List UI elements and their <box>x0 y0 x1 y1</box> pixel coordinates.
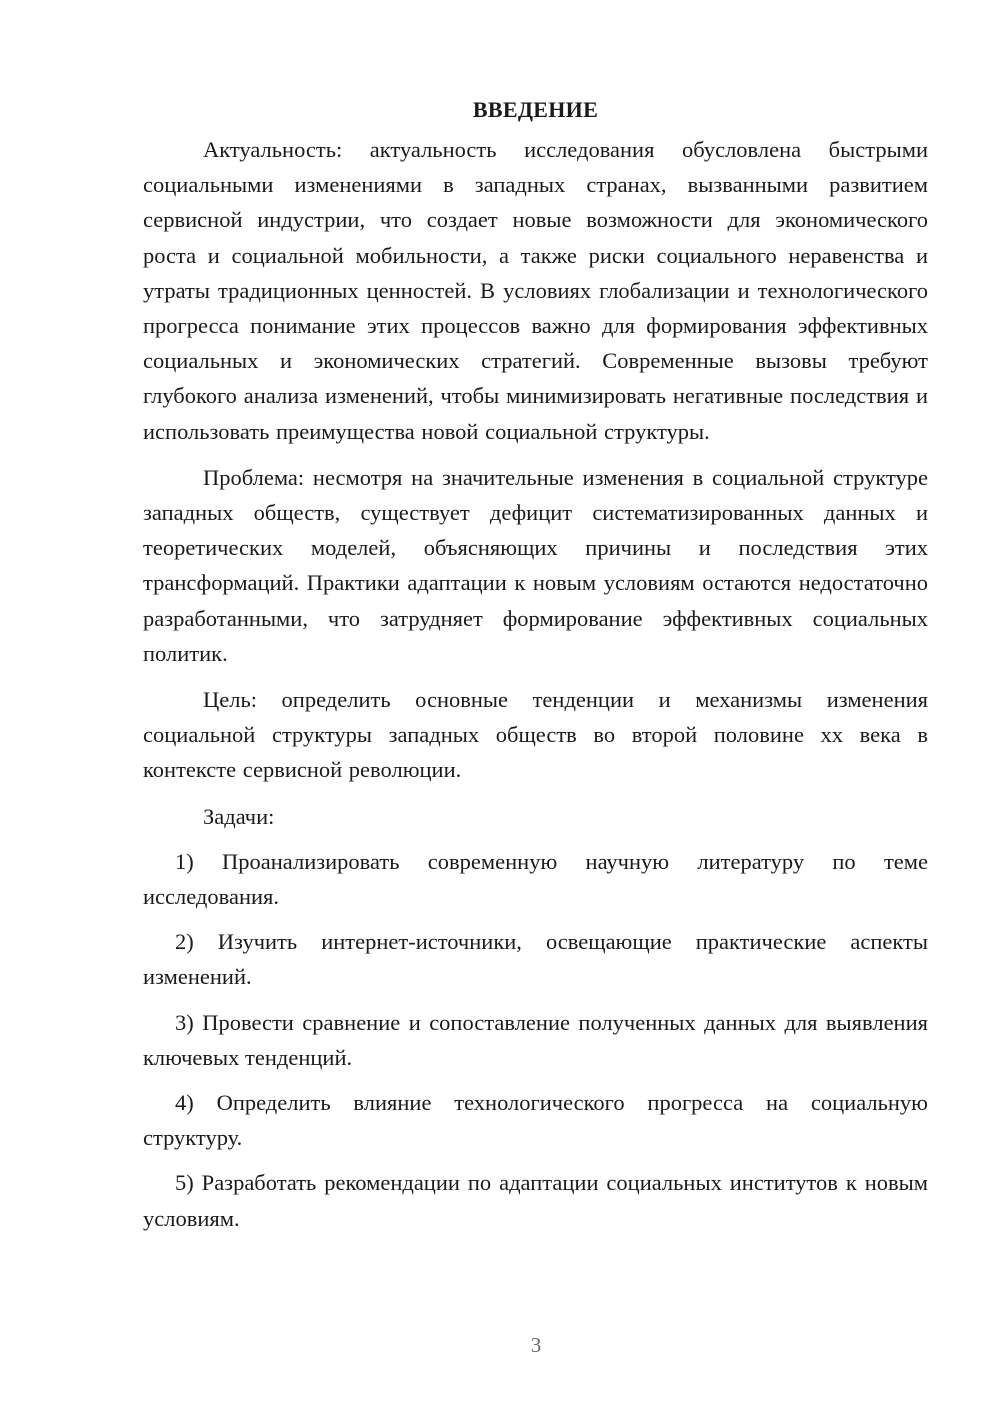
page-number: 3 <box>530 1333 542 1357</box>
paragraph-relevance: Актуальность: актуальность исследования обусловлена быстрыми социальными изменениями в западных странах, вызванными развитием сервисной индустрии, что создает новые возможности для экономического роста и социальной мобильности, а также риски социального неравенства и утраты традиционных ценностей. В условиях глобализации и технологического прогресса понимание этих процессов важно для формирования эффективных социальных и экономических стратегий. Современные вызовы требуют глубокого анализа изменений, чтобы минимизировать негативные последствия и использовать преимущества новой социальной структуры. <box>143 137 928 444</box>
paragraph-problem: Проблема: несмотря на значительные изменения в социальной структуре западных обществ, существует дефицит систематизированных данных и теоретических моделей, объясняющих причины и последствия этих трансформаций. Практики адаптации к новым условиям остаются недостаточно разработанными, что затрудняет формирование эффективных социальных политик. <box>143 464 928 666</box>
task-item-4: 4) Определить влияние технологического прогресса на социальную структуру. <box>143 1090 928 1151</box>
page-title: ВВЕДЕНИЕ <box>472 97 599 122</box>
paragraph-goal: Цель: определить основные тенденции и механизмы изменения социальной структуры западных обществ во второй половине xx века в контексте сервисной революции. <box>143 687 928 783</box>
task-item-1: 1) Проанализировать современную научную литературу по теме исследования. <box>143 848 928 910</box>
tasks-list <box>143 844 928 1236</box>
page-body <box>143 92 928 1246</box>
tasks-heading: Задачи: <box>203 803 275 829</box>
task-item-5: 5) Разработать рекомендации по адаптации социальных институтов к новым условиям. <box>143 1170 928 1231</box>
task-item-2: 2) Изучить интернет-источники, освещающие практические аспекты изменений. <box>143 929 928 990</box>
task-item-3: 3) Провести сравнение и сопоставление полученных данных для выявления ключевых тенденций. <box>143 1009 928 1070</box>
